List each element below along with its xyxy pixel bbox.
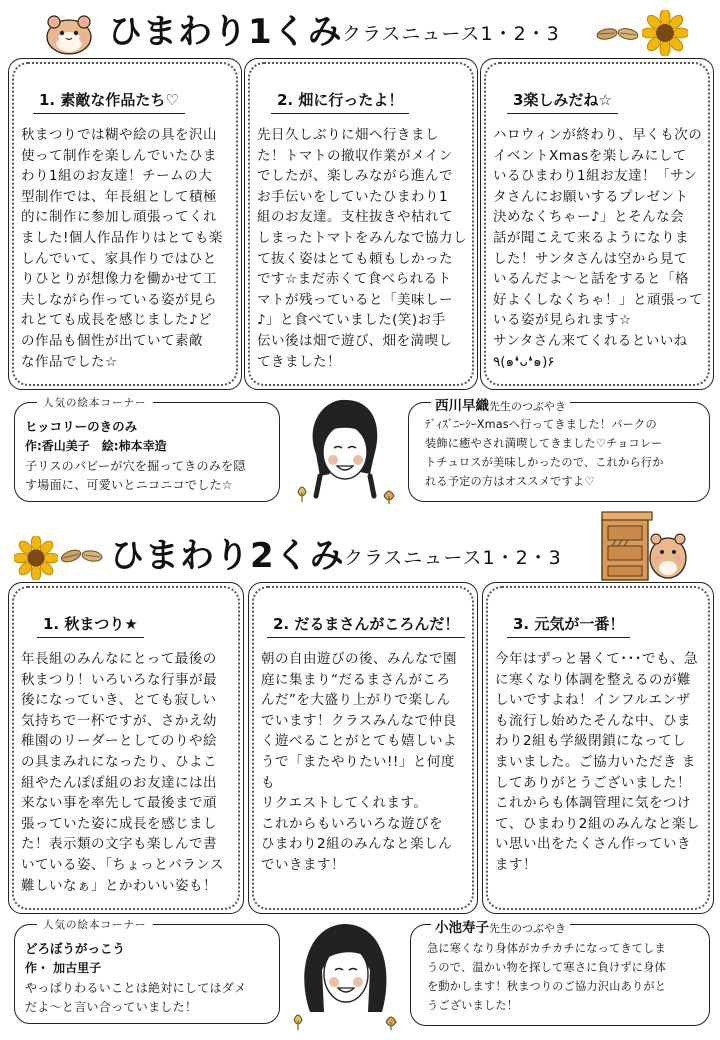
class2-title: ひまわり2くみ — [110, 536, 345, 576]
teacher-heading — [431, 394, 570, 414]
class2-column-3-heading: 3. 元気が一番！ — [513, 615, 625, 633]
class1-book-corner — [14, 397, 280, 502]
sunflower-icon — [14, 536, 58, 580]
book-corner-tag: 人気の絵本コーナー — [37, 917, 153, 932]
seed-icon — [596, 24, 640, 44]
class2-column-2-body: 朝の自由遊びの後、みんなで園 庭に集まり“だるまさんがころ んだ”を大盛り上がりで楽しん でいます！クラスみんなで仲良 く遊べることがとても嬉しいよ うで「またやりたい!!」と何度も リクエストしてくれます。 これからもいろいろな遊びを ひまわり2組のみんなと楽しん でいきます！ — [261, 651, 457, 873]
class2-column-1-heading: 1. 秋まつり★ — [43, 615, 138, 633]
teacher-portrait-icon — [286, 392, 402, 506]
book-title: ヒッコリーのきのみ — [25, 419, 138, 434]
class1-teacher-note — [408, 398, 710, 502]
teacher-name: 小池寿子 — [435, 920, 489, 936]
class1-column-3-heading: 3楽しみだね☆ — [513, 91, 612, 109]
class1-title: ひまわり1くみ — [108, 12, 343, 52]
teacher-heading-suffix: 先生のつぶやき — [489, 400, 566, 413]
class1-subtitle: クラスニュース1・2・3 — [342, 23, 560, 45]
teacher-name: 西川早織 — [435, 398, 489, 414]
book-title: どろぼうがっこう — [25, 941, 126, 956]
sunflower-icon — [642, 10, 688, 56]
book-comment: 子リスのバビーが穴を掘ってきのみを隠 す場面に、可愛いとニコニコでした☆ — [25, 459, 246, 492]
book-authors: 作:香山美子 絵:柿本幸造 — [25, 439, 167, 453]
class1-column-3 — [480, 58, 714, 390]
class2-column-2-heading: 2. だるまさんがころんだ！ — [273, 615, 460, 633]
class2-subtitle: クラスニュース1・2・3 — [344, 547, 562, 569]
class1-column-3-body: ハロウィンが終わり、早くも次の イベントXmasを楽しみにして いるひまわり1組お友達！「サン タさんにお願いするプレゼント 決めなくちゃー♪」とそんな会 話が聞こえて来るようになりま した！サンタさんは空から見て いるんだよ～と話をすると「格 好よくしなくちゃ！」と頑張って いる姿が見られます☆ サンタさん来てくれるといいね ٩(๑❛ᴗ❛๑)۶ — [493, 127, 703, 370]
class1-column-2-body: 先日久しぶりに畑へ行きまし た！トマトの撤収作業がメイン でしたが、楽しみながら進んで お手伝いをしていたひまわり1 組のお友達。支柱抜きや枯れて しまったトマトをみんなで協力し て抜く姿はとても頼もしかった です☆まだ赤くて食べられるト マトが残っていると「美味しー ♪」と食べていました(笑)お手 伝い後は畑で遊び、畑を満喫し てきました！ — [257, 127, 467, 370]
class2-column-1-body: 年長組のみんなにとって最後の 秋まつり！いろいろな行事が最 後になっていき、とても寂しい 気持ちで一杯ですが、さかえ幼 稚園のリーダーとしてのりや絵 の具まみれになったり、ひよこ 組やたんぽぽ組のお友達には出 来ない事を率先して最後まで頑 張っていた姿に成長を感じまし た！表示類の文字も楽しんで書 いている姿、「ちょっとバランス 難しいなぁ」とかわいい姿も！ — [21, 651, 224, 894]
teacher-note-body: 急に寒くなり身体がカチカチになってきてしま うので、温かい物を探して寒さに負けずに身体 を動かします！秋まつりのご協力沢山ありがと うございました！ — [427, 942, 667, 1012]
book-corner-tag: 人気の絵本コーナー — [37, 395, 153, 410]
class2-column-3 — [482, 582, 714, 914]
class2-teacher-note — [410, 920, 710, 1026]
class2-book-corner — [14, 919, 280, 1024]
class2-column-3-body: 今年はずっと暑くて･･･でも、急 に寒くなり体調を整えるのが難 しいですよね！インフルエンザ も流行し始めたそんな中、ひま わり2組も学級閉鎖になってし まいました。ご協力いただき ま してありがとうございました！ これからも体調管理に気をつけ て、ひまわり2組のみんなと楽し い思い出をたくさん作っていき ます！ — [495, 651, 700, 873]
seed-icon — [60, 546, 104, 566]
hamster-icon — [42, 10, 96, 56]
class2-column-2 — [248, 582, 478, 914]
teacher-note-body: ﾃﾞｨｽﾞﾆｰｼｰXmasへ行ってきました！パークの 装飾に癒やされ満喫してきました♡チョコレー トチュロスが美味しかったので、これから行か れる予定の方はオススメですよ♡ — [425, 418, 664, 488]
teacher-heading — [431, 916, 570, 936]
class2-column-1 — [8, 582, 244, 914]
class1-column-1-body: 秋まつりでは糊や絵の具を沢山 使って制作を楽しんでいたひま わり1組のお友達！チームの大 型制作では、年長組として積極 的に制作に参加し頑張ってくれ ました!個人作品作りはとても楽 しんでいて、家具作りではひと りひとりが想像力を働かせて工 夫しながら作っている姿が見ら れとても成長を感じました♪ど の作品も個性が出ていて素敵 な作品でした☆ — [21, 127, 223, 370]
class1-column-1 — [8, 58, 242, 390]
teacher-heading-suffix: 先生のつぶやき — [489, 922, 566, 935]
teacher-portrait-icon — [286, 912, 404, 1032]
book-authors: 作・ 加古里子 — [25, 961, 102, 975]
class1-column-1-heading: 1. 素敵な作品たち♡ — [39, 91, 179, 109]
cabinet-hamster-icon — [598, 508, 694, 584]
class1-column-2 — [244, 58, 478, 390]
book-comment: やっぱりわるいことは絶対にしてはダメ だよ～と言い合っていました！ — [25, 981, 247, 1014]
class1-column-2-heading: 2. 畑に行ったよ！ — [277, 91, 404, 109]
